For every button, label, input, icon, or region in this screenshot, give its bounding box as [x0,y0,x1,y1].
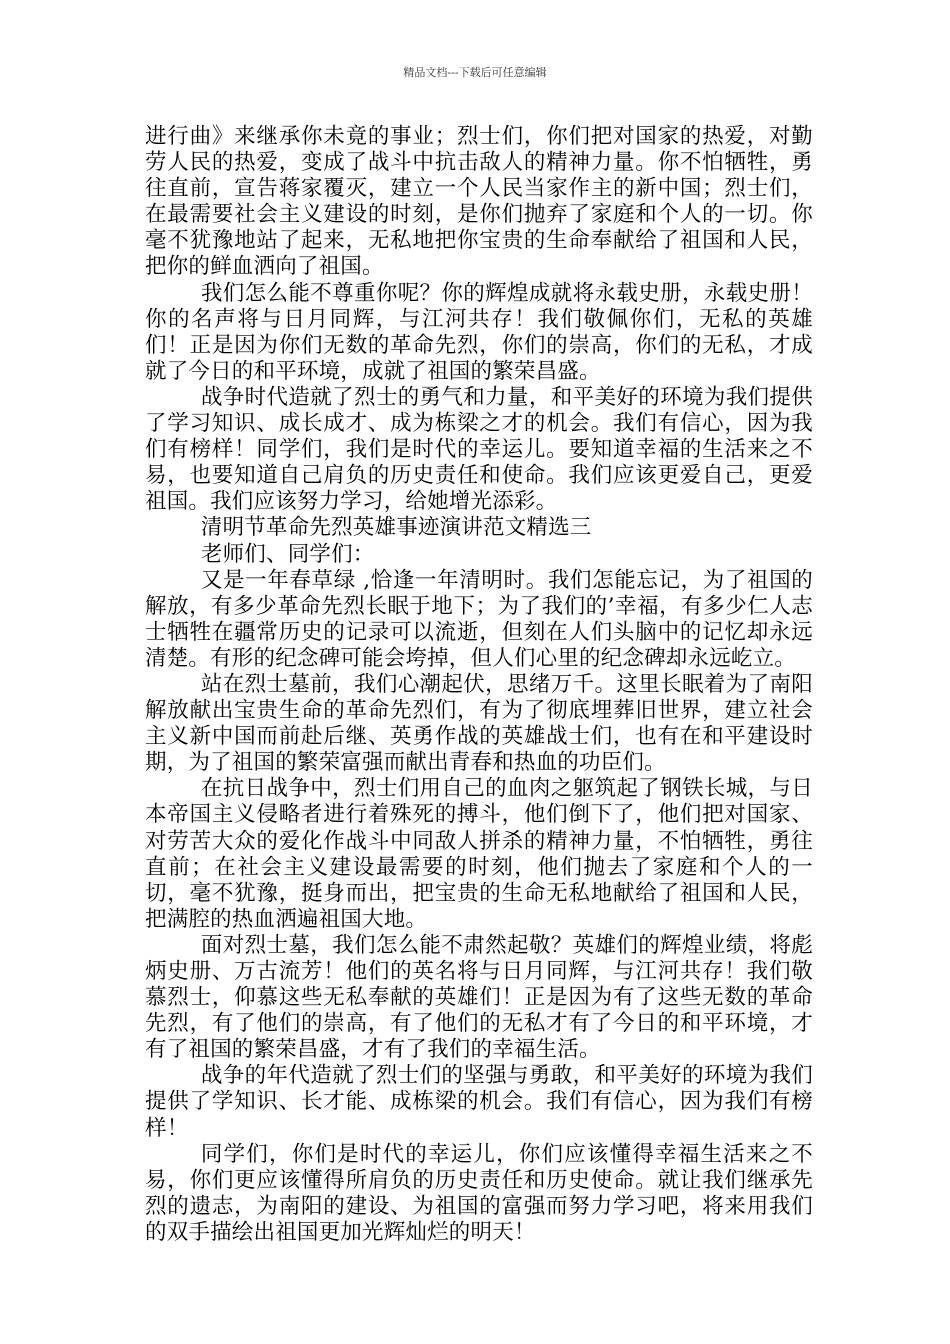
paragraph-9: 面对烈士墓，我们怎么能不肃然起敬？英雄们的辉煌业绩，将彪炳史册、万古流芳！他们的英名将与日月同辉，与江河共存！我们敬慕烈士，仰慕这些无私奉献的英雄们！正是因为有了这些无数的革命先烈，有了他们的崇高，有了他们的无私才有了今日的和平环境，才有了祖国的繁荣昌盛，才有了我们的幸福生活。 [145,932,813,1063]
section-title: 清明节革命先烈英雄事迹演讲范文精选三 [200,515,592,541]
paragraph-1: 进行曲》来继承你未竟的事业；烈士们，你们把对国家的热爱，对勤劳人民的热爱，变成了战斗中抗击敌人的精神力量。你不怕牺牲，勇往直前，宣告蒋家覆灭，建立一个人民当家作主的新中国；烈士们，在最需要社会主义建设的时刻，是你们抛弃了家庭和个人的一切。你毫不犹豫地站了起来，无私地把你宝贵的生命奉献给了祖国和人民，把你的鲜血洒向了祖国。 [145,124,813,280]
salutation: 老师们、同学们： [200,541,375,567]
paragraph-10: 战争的年代造就了烈士们的坚强与勇敢，和平美好的环境为我们提供了学知识、长才能、成栋梁的机会。我们有信心，因为我们有榜样！ [145,1063,813,1141]
paragraph-8: 在抗日战争中，烈士们用自己的血肉之躯筑起了钢铁长城，与日本帝国主义侵略者进行着殊死的搏斗，他们倒下了，他们把对国家、对劳苦大众的爱化作战斗中同敌人拼杀的精神力量，不怕牺牲，勇往直前；在社会主义建设最需要的时刻，他们抛去了家庭和个人的一切，毫不犹豫，挺身而出，把宝贵的生命无私地献给了祖国和人民，把满腔的热血洒遍祖国大地。 [145,776,813,932]
page-header: 精品文档---下载后可任意编辑 [403,66,547,79]
paragraph-2: 我们怎么能不尊重你呢？你的辉煌成就将永载史册，永载史册！你的名声将与日月同辉，与江河共存！我们敬佩你们，无私的英雄们！正是因为你们无数的革命先烈，你们的崇高，你们的无私，才成就了今日的和平环境，成就了祖国的繁荣昌盛。 [145,280,813,384]
paragraph-7: 站在烈士墓前，我们心潮起伏，思绪万千。这里长眠着为了南阳解放献出宝贵生命的革命先烈们，有为了彻底埋葬旧世界，建立社会主义新中国而前赴后继、英勇作战的英雄战士们，也有在和平建设时期，为了祖国的繁荣富强而献出青春和热血的功臣们。 [145,671,813,776]
document-body [145,124,813,1246]
paragraph-11: 同学们，你们是时代的幸运儿，你们应该懂得幸福生活来之不易，你们更应该懂得所肩负的历史责任和历史使命。就让我们继承先烈的遗志，为南阳的建设、为祖国的富强而努力学习吧，将来用我们的双手描绘出祖国更加光辉灿烂的明天！ [145,1141,813,1245]
paragraph-6: 又是一年春草绿 ,恰逢一年清明时。我们怎能忘记，为了祖国的解放，有多少革命先烈长眠于地下；为了我们的’幸福，有多少仁人志士牺牲在疆常历史的记录可以流逝，但刻在人们头脑中的记忆却永远清楚。有形的纪念碑可能会垮掉，但人们心里的纪念碑却永远屹立。 [145,567,813,671]
paragraph-3: 战争时代造就了烈士的勇气和力量，和平美好的环境为我们提供了学习知识、成长成才、成为栋梁之才的机会。我们有信心，因为我们有榜样！同学们，我们是时代的幸运儿。要知道幸福的生活来之不易，也要知道自己肩负的历史责任和使命。我们应该更爱自己，更爱祖国。我们应该努力学习，给她增光添彩。 [145,384,813,515]
